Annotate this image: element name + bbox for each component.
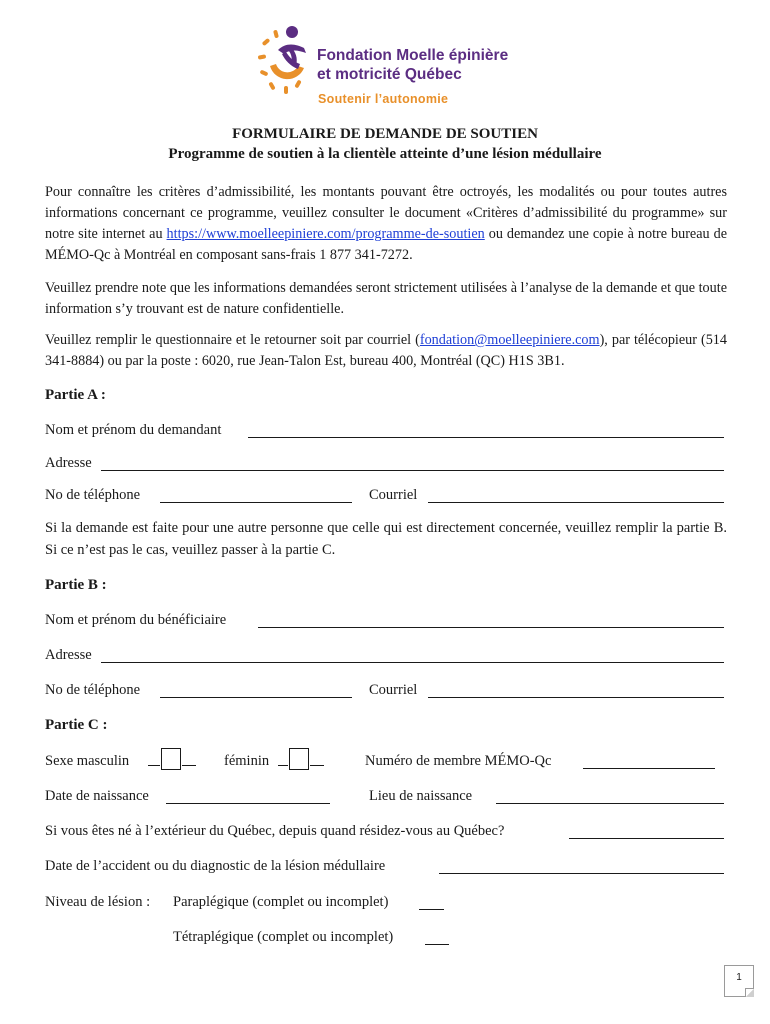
sex-male-label: Sexe masculin: [45, 753, 130, 769]
requester-name-label: Nom et prénom du demandant: [45, 422, 222, 438]
female-checkbox[interactable]: [289, 748, 309, 770]
member-number-field[interactable]: [583, 755, 715, 769]
intro-text: Pour connaître les critères d’admissibilité, les montants pouvant être octroyés, les modalités ou pour toutes autres informations concernant ce programme, veuillez consulter le document «Critères d’admissibilité du programme» sur notre site internet au: [45, 184, 727, 242]
foundation-logo: [256, 22, 516, 114]
organization-name-line1: Fondation Moelle épinière: [317, 47, 509, 64]
form-subtitle: Programme de soutien à la clientèle atteinte d’une lésion médullaire: [168, 146, 602, 162]
part-b-instruction: Si la demande est faite pour une autre personne que celle qui est directement concernée, veuillez remplir la partie B. Si ce n’est pas le cas, veuillez passer à la partie C.: [45, 520, 727, 558]
part-b-heading: Partie B :: [45, 577, 107, 593]
beneficiary-address-label: Adresse: [45, 647, 92, 663]
birth-date-label: Date de naissance: [45, 788, 149, 804]
sex-female-option[interactable]: [278, 748, 324, 771]
organization-name-line2: et motricité Québec: [317, 66, 462, 83]
page-number: 1: [724, 965, 754, 997]
tetraplegic-field[interactable]: [425, 931, 449, 945]
part-a-heading: Partie A :: [45, 387, 106, 403]
tetraplegic-label: Tétraplégique (complet ou incomplet): [173, 929, 394, 945]
part-c-heading: Partie C :: [45, 717, 108, 733]
intro-paragraph-confidentiality: Veuillez prendre note que les informations demandées seront strictement utilisées à l’analyse de la demande et que toute information s’y trouvant est de nature confidentielle.: [45, 280, 727, 317]
birth-date-field[interactable]: [166, 790, 330, 804]
beneficiary-email-label: Courriel: [369, 682, 418, 698]
program-link[interactable]: https://www.moelleepiniere.com/programme-de-soutien: [166, 226, 485, 242]
figure-sun-logo-icon: [256, 22, 318, 102]
intro-paragraph-criteria: [45, 182, 727, 266]
birthplace-field[interactable]: [496, 790, 724, 804]
paraplegic-label: Paraplégique (complet ou incomplet): [173, 894, 389, 910]
injury-level-label: Niveau de lésion :: [45, 894, 151, 910]
beneficiary-phone-label: No de téléphone: [45, 682, 141, 698]
requester-address-label: Adresse: [45, 455, 92, 471]
requester-email-label: Courriel: [369, 487, 418, 503]
beneficiary-name-label: Nom et prénom du bénéficiaire: [45, 612, 227, 628]
beneficiary-name-field[interactable]: [258, 614, 724, 628]
organization-name: [317, 46, 508, 84]
organization-tagline: Soutenir l’autonomie: [318, 92, 449, 106]
member-number-label: Numéro de membre MÉMO-Qc: [365, 753, 552, 769]
beneficiary-phone-field[interactable]: [160, 684, 352, 698]
intro-paragraph-return: [45, 330, 727, 372]
requester-address-field[interactable]: [101, 457, 724, 471]
requester-name-field[interactable]: [248, 424, 724, 438]
intro-text-end: ou demandez une copie à notre bureau de MÉMO-Qc à Montréal en composant sans-frais 1 877 341-7272.: [45, 226, 727, 263]
return-text-end: ), par télécopieur (514 341-8884) ou par la poste : 6020, rue Jean-Talon Est, bureau 400, Montréal (QC) H1S 3B1.: [45, 332, 727, 369]
paraplegic-field[interactable]: [419, 896, 444, 910]
form-title: FORMULAIRE DE DEMANDE DE SOUTIEN: [232, 126, 538, 142]
quebec-residence-label: Si vous êtes né à l’extérieur du Québec, depuis quand résidez-vous au Québec?: [45, 823, 505, 839]
accident-date-label: Date de l’accident ou du diagnostic de la lésion médullaire: [45, 858, 386, 874]
male-checkbox[interactable]: [161, 748, 181, 770]
requester-email-field[interactable]: [428, 489, 724, 503]
requester-phone-label: No de téléphone: [45, 487, 141, 503]
birthplace-label: Lieu de naissance: [369, 788, 473, 804]
beneficiary-address-field[interactable]: [101, 649, 724, 663]
quebec-residence-field[interactable]: [569, 825, 724, 839]
beneficiary-email-field[interactable]: [428, 684, 724, 698]
accident-date-field[interactable]: [439, 860, 724, 874]
sex-female-label: féminin: [224, 753, 270, 769]
requester-phone-field[interactable]: [160, 489, 352, 503]
sex-male-option[interactable]: [148, 748, 196, 771]
email-link[interactable]: fondation@moelleepiniere.com: [419, 332, 600, 348]
return-text: Veuillez remplir le questionnaire et le retourner soit par courriel (: [45, 332, 420, 348]
